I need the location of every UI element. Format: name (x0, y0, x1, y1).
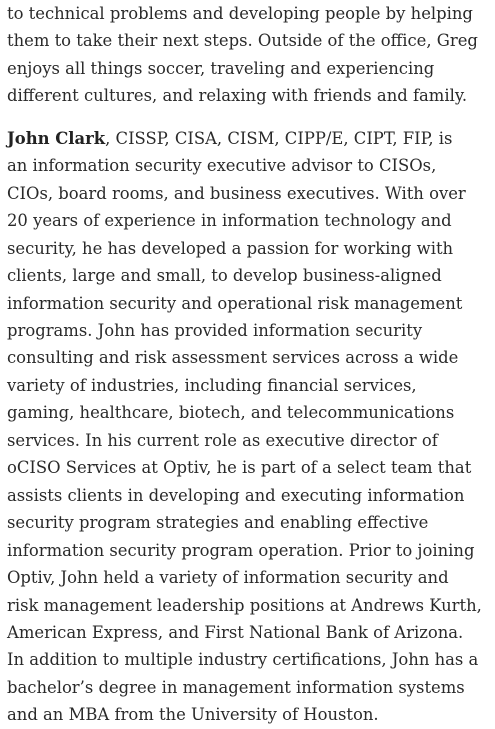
bio-paragraph (7, 125, 491, 729)
intro-paragraph: to technical problems and developing people by helping them to take their next steps. Outside of the office, Greg enjoys all things soccer, traveling and experiencing different cultures, and relaxing with friends and family. (7, 4, 478, 106)
person-name: John Clark (7, 128, 106, 148)
article-body (7, 0, 491, 729)
bio-text: , CISSP, CISA, CISM, CIPP/E, CIPT, FIP, is an information security executive advisor to CISOs, CIOs, board rooms, and business executives. With over 20 years of experience in information technology and security, he has developed a passion for working with clients, large and small, to develop business-aligned information security and operational risk management programs. John has provided information security consulting and risk assessment services across a wide variety of industries, including financial services, gaming, healthcare, biotech, and telecommunications services. In his current role as executive director of oCISO Services at Optiv, he is part of a select team that assists clients in developing and executing information security program strategies and enabling effective information security program operation. Prior to joining Optiv, John held a variety of information security and risk management leadership positions at Andrews Kurth, American Express, and First National Bank of Arizona. In addition to multiple industry certifications, John has a bachelor’s degree in management information systems and an MBA from the University of Houston. (7, 128, 482, 725)
